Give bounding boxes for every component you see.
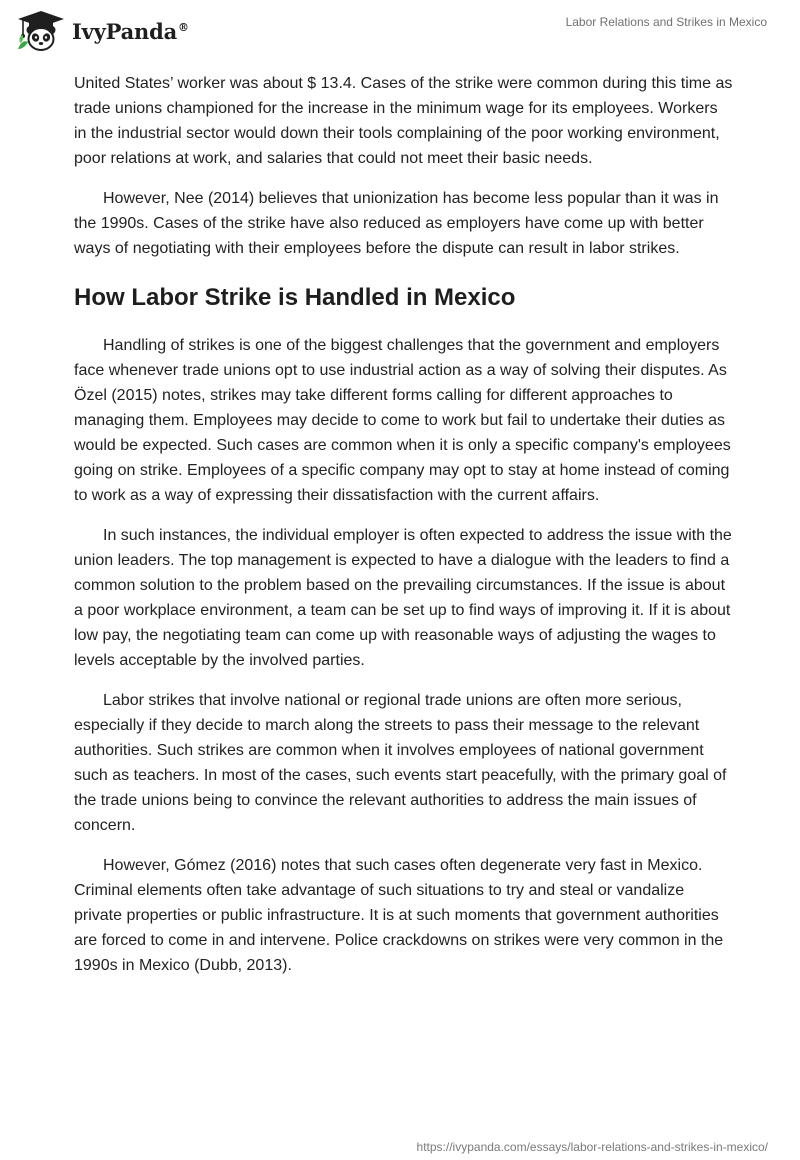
brand-name: IvyPanda® [72,18,189,44]
section-heading: How Labor Strike is Handled in Mexico [74,284,516,311]
source-url[interactable]: https://ivypanda.com/essays/labor-relations-and-strikes-in-mexico/ [416,1140,768,1154]
body-paragraph: In such instances, the individual employer is often expected to address the issue with the union leaders. The top management is expected to have a dialogue with the leaders to find a common solution to the problem based on the prevailing circumstances. If the issue is about a poor workplace environment, a team can be set up to find ways of improving it. If it is about low pay, the negotiating team can come up with reasonable ways of adjusting the wages to levels acceptable by the involved parties. [74,527,732,669]
essay-content [74,71,734,993]
body-paragraph: Handling of strikes is one of the biggest challenges that the government and employers face whenever trade unions opt to use industrial action as a way of solving their disputes. As Özel (2015) notes, strikes may take different forms calling for different approaches to managing them. Employees may decide to come to work but fail to undertake their duties as would be expected. Such cases are common when it is only a specific company's employees going on strike. Employees of a specific company may opt to stay at home instead of coming to work as a way of expressing their dissatisfaction with the current affairs. [74,337,731,504]
body-paragraph: United States’ worker was about $ 13.4. Cases of the strike were common during this time as trade unions championed for the increase in the minimum wage for its employees. Workers in the industrial sector would down their tools complaining of the poor working environment, poor relations at work, and salaries that could not meet their basic needs. [74,75,733,167]
document-title: Labor Relations and Strikes in Mexico [565,15,767,29]
body-paragraph: However, Gómez (2016) notes that such cases often degenerate very fast in Mexico. Criminal elements often take advantage of such situations to try and steal or vandalize private properties or public infrastructure. It is at such moments that government authorities are forced to come in and intervene. Police crackdowns on strikes were very common in the 1990s in Mexico (Dubb, 2013). [74,857,724,974]
registered-mark: ® [178,20,189,34]
body-paragraph: Labor strikes that involve national or regional trade unions are often more serious, especially if they decide to march along the streets to pass their message to the relevant authorities. Such strikes are common when it involves employees of national government such as teachers. In most of the cases, such events start peacefully, with the primary goal of the trade unions being to convince the relevant authorities to address the main issues of concern. [74,692,727,834]
page-header [0,0,800,64]
panda-graduate-icon [14,9,66,53]
body-paragraph: However, Nee (2014) believes that unionization has become less popular than it was in the 1990s. Cases of the strike have also reduced as employers have come up with better ways of negotiating with their employees before the dispute can result in labor strikes. [74,190,719,257]
ivypanda-logo[interactable] [14,9,189,53]
